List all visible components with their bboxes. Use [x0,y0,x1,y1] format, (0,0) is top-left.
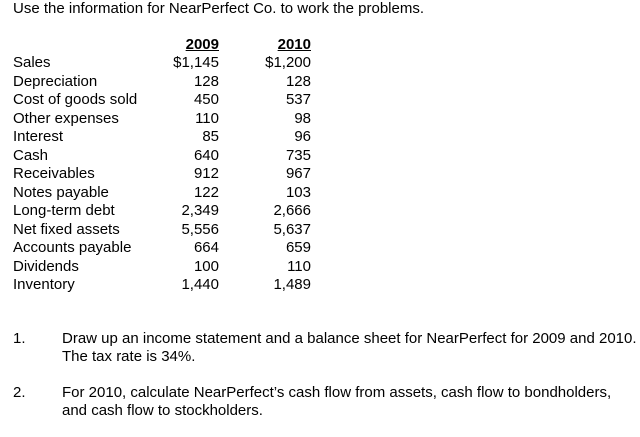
table-row [13,128,311,147]
table-header-row [13,35,311,54]
value-2009: 664 [193,239,219,256]
problem-number: 1. [13,330,26,347]
value-2009: 450 [193,91,219,108]
value-2009: 1,440 [181,276,219,293]
gap-cell [219,73,251,92]
problem-number: 2. [13,384,26,401]
gap-cell [219,54,251,73]
table-row [13,239,311,258]
value-2010: 537 [285,91,311,108]
gap-cell [219,147,251,166]
value-2009: 640 [193,146,219,164]
row-label: Interest [13,128,64,145]
table-row [13,110,311,129]
table-row [13,147,311,166]
row-label: Sales [13,54,51,71]
table-row [13,54,311,73]
value-2009: 85 [202,128,219,145]
value-2009: 2,349 [181,202,219,219]
gap-cell [219,276,251,295]
row-label: Accounts payable [13,239,132,256]
row-label: Depreciation [13,72,98,90]
value-2010: 1,489 [273,276,311,293]
value-2009: $1,145 [173,54,219,71]
value-2010: 967 [285,165,311,182]
value-2010: 735 [285,146,311,164]
table-row [13,221,311,240]
row-label: Notes payable [13,183,109,201]
row-label: Net fixed assets [13,220,120,238]
value-2009: 110 [195,109,219,127]
value-2010: 110 [287,257,311,275]
value-2010: 5,637 [273,220,311,238]
row-label: Long-term debt [13,202,115,219]
header-year-2009: 2009 [185,36,219,53]
row-label: Cost of goods sold [13,91,138,108]
header-label-spacer [13,35,158,54]
gap-cell [219,239,251,258]
gap-cell [219,91,251,110]
financial-data-table [13,35,311,295]
value-2009: 912 [193,165,219,182]
gap-cell [219,110,251,129]
gap-cell [219,184,251,203]
value-2010: 128 [285,72,311,90]
table-row [13,202,311,221]
gap-cell [219,221,251,240]
value-2009: 128 [193,72,219,90]
table-row [13,276,311,295]
value-2010: 103 [285,183,311,201]
table-row [13,165,311,184]
intro-text: Use the information for NearPerfect Co. to work the problems. [13,0,425,17]
value-2010: $1,200 [265,54,311,71]
value-2009: 5,556 [181,220,219,238]
table-row [13,258,311,277]
row-label: Cash [13,146,49,164]
problem-text: For 2010, calculate NearPerfect’s cash flow from assets, cash flow to bondholders, and cash flow to stockholders. [62,384,612,419]
gap-cell [219,258,251,277]
table-row [13,91,311,110]
value-2009: 122 [193,183,219,201]
row-label: Other expenses [13,109,119,127]
value-2010: 2,666 [273,202,311,219]
value-2010: 96 [294,128,311,145]
header-year-2010: 2010 [277,36,311,53]
row-label: Dividends [13,257,79,275]
value-2009: 100 [193,257,219,275]
header-gap [219,35,251,54]
row-label: Inventory [13,276,75,293]
gap-cell [219,128,251,147]
row-label: Receivables [13,165,95,182]
table-row [13,73,311,92]
gap-cell [219,165,251,184]
problem-text: Draw up an income statement and a balance sheet for NearPerfect for 2009 and 2010. The tax rate is 34%. [62,330,637,365]
gap-cell [219,202,251,221]
value-2010: 659 [285,239,311,256]
value-2010: 98 [294,109,311,127]
table-row [13,184,311,203]
